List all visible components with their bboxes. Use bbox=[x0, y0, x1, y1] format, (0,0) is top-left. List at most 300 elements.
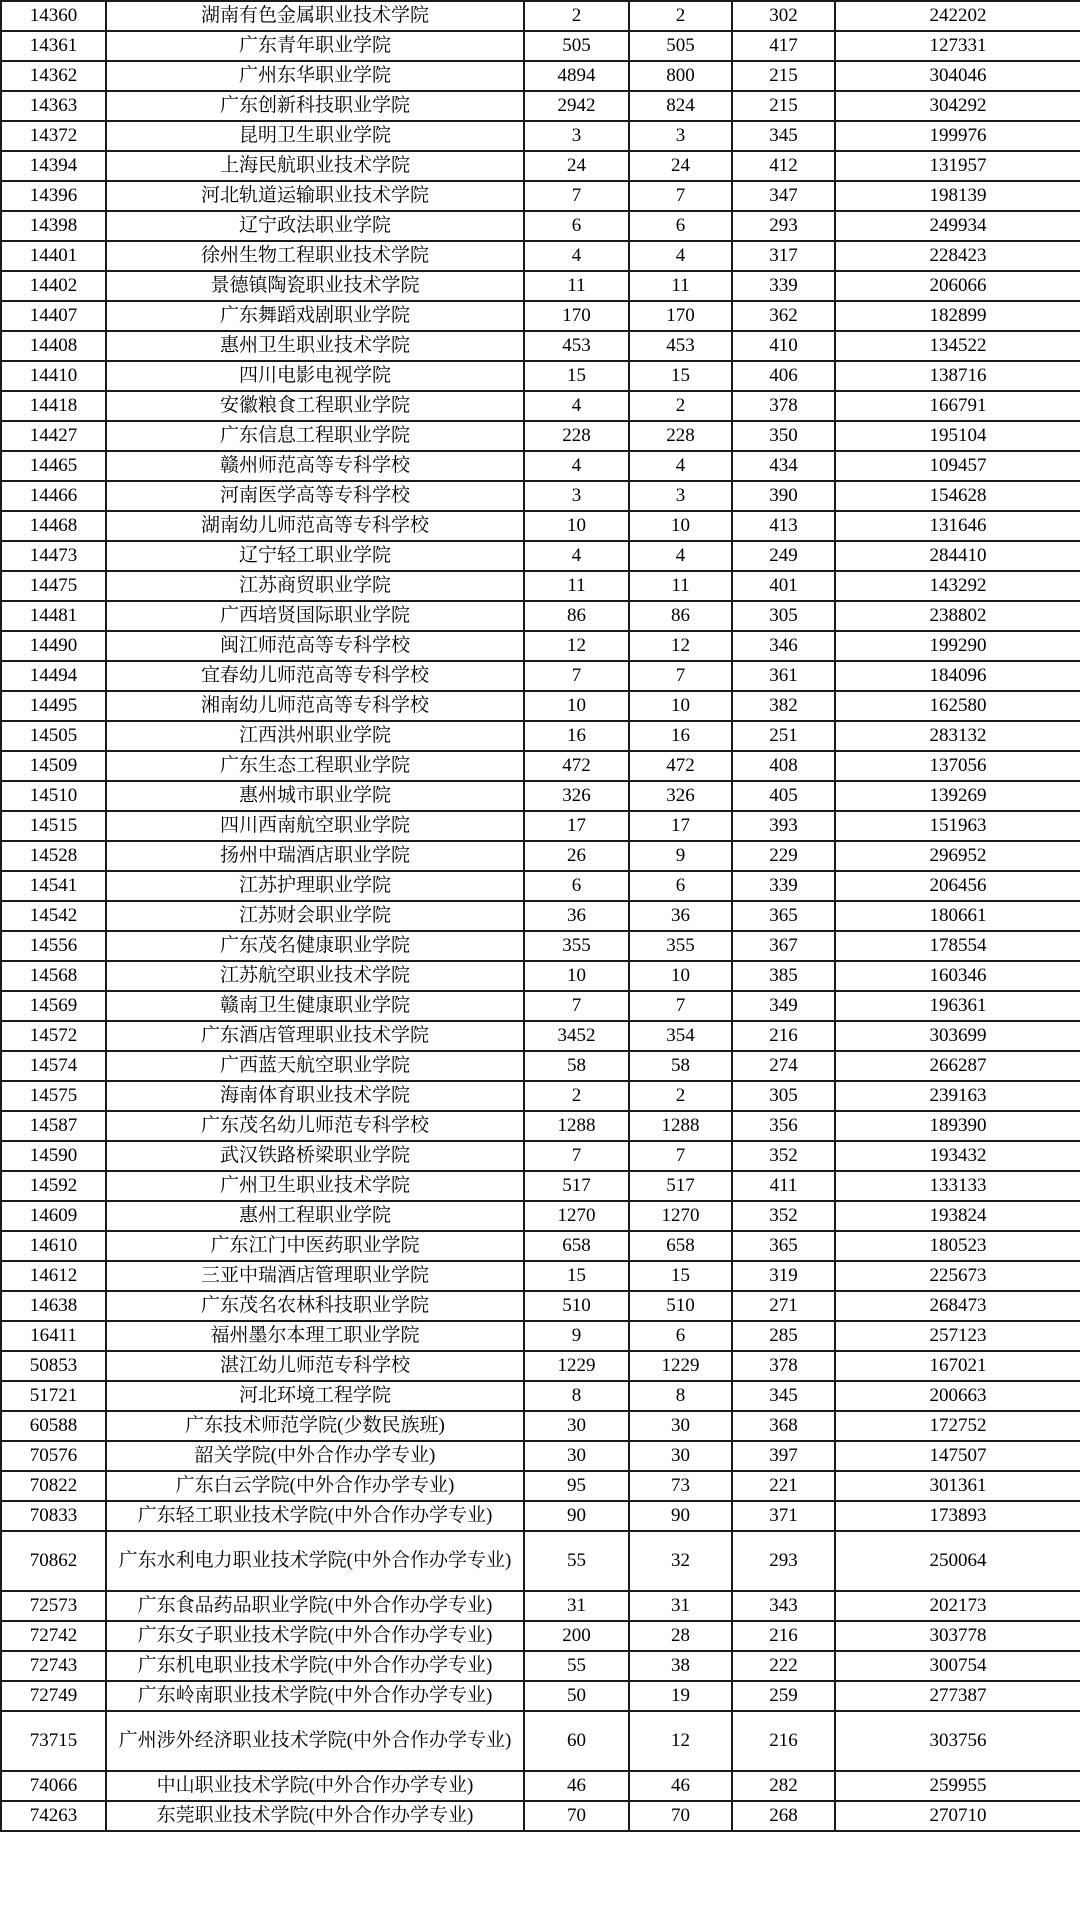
min-rank-cell: 189390 bbox=[835, 1111, 1080, 1141]
plan-count-cell: 2942 bbox=[524, 91, 629, 121]
institution-code-cell: 14468 bbox=[1, 511, 106, 541]
min-rank-cell: 300754 bbox=[835, 1651, 1080, 1681]
enrolled-count-cell: 86 bbox=[629, 601, 732, 631]
table-row bbox=[1, 1, 1080, 31]
plan-count-cell: 6 bbox=[524, 211, 629, 241]
enrolled-count-cell: 505 bbox=[629, 31, 732, 61]
min-score-cell: 378 bbox=[732, 391, 835, 421]
plan-count-cell: 31 bbox=[524, 1591, 629, 1621]
table-row bbox=[1, 631, 1080, 661]
institution-code-cell: 14363 bbox=[1, 91, 106, 121]
enrolled-count-cell: 8 bbox=[629, 1381, 732, 1411]
plan-count-cell: 3 bbox=[524, 481, 629, 511]
institution-name-cell: 湖南有色金属职业技术学院 bbox=[106, 1, 524, 31]
table-row bbox=[1, 1111, 1080, 1141]
table-row bbox=[1, 1651, 1080, 1681]
institution-code-cell: 72573 bbox=[1, 1591, 106, 1621]
table-row bbox=[1, 181, 1080, 211]
enrolled-count-cell: 17 bbox=[629, 811, 732, 841]
enrolled-count-cell: 7 bbox=[629, 181, 732, 211]
institution-name-cell: 湛江幼儿师范专科学校 bbox=[106, 1351, 524, 1381]
min-rank-cell: 143292 bbox=[835, 571, 1080, 601]
min-score-cell: 350 bbox=[732, 421, 835, 451]
enrolled-count-cell: 30 bbox=[629, 1411, 732, 1441]
min-score-cell: 368 bbox=[732, 1411, 835, 1441]
institution-code-cell: 14592 bbox=[1, 1171, 106, 1201]
min-rank-cell: 242202 bbox=[835, 1, 1080, 31]
enrolled-count-cell: 4 bbox=[629, 241, 732, 271]
institution-code-cell: 14609 bbox=[1, 1201, 106, 1231]
table-row bbox=[1, 481, 1080, 511]
enrolled-count-cell: 170 bbox=[629, 301, 732, 331]
institution-name-cell: 广东江门中医药职业学院 bbox=[106, 1231, 524, 1261]
min-rank-cell: 109457 bbox=[835, 451, 1080, 481]
enrolled-count-cell: 510 bbox=[629, 1291, 732, 1321]
table-row bbox=[1, 781, 1080, 811]
plan-count-cell: 517 bbox=[524, 1171, 629, 1201]
institution-code-cell: 14505 bbox=[1, 721, 106, 751]
min-score-cell: 317 bbox=[732, 241, 835, 271]
table-row bbox=[1, 421, 1080, 451]
institution-name-cell: 广东技术师范学院(少数民族班) bbox=[106, 1411, 524, 1441]
min-rank-cell: 193824 bbox=[835, 1201, 1080, 1231]
institution-name-cell: 赣南卫生健康职业学院 bbox=[106, 991, 524, 1021]
min-score-cell: 216 bbox=[732, 1621, 835, 1651]
plan-count-cell: 228 bbox=[524, 421, 629, 451]
plan-count-cell: 1288 bbox=[524, 1111, 629, 1141]
min-score-cell: 406 bbox=[732, 361, 835, 391]
institution-code-cell: 14495 bbox=[1, 691, 106, 721]
table-body bbox=[1, 1, 1080, 1831]
min-rank-cell: 180523 bbox=[835, 1231, 1080, 1261]
enrolled-count-cell: 16 bbox=[629, 721, 732, 751]
min-score-cell: 378 bbox=[732, 1351, 835, 1381]
institution-code-cell: 14494 bbox=[1, 661, 106, 691]
institution-code-cell: 14568 bbox=[1, 961, 106, 991]
min-rank-cell: 195104 bbox=[835, 421, 1080, 451]
plan-count-cell: 4 bbox=[524, 391, 629, 421]
institution-name-cell: 三亚中瑞酒店管理职业学院 bbox=[106, 1261, 524, 1291]
institution-code-cell: 72742 bbox=[1, 1621, 106, 1651]
institution-code-cell: 14556 bbox=[1, 931, 106, 961]
enrolled-count-cell: 24 bbox=[629, 151, 732, 181]
min-score-cell: 222 bbox=[732, 1651, 835, 1681]
enrolled-count-cell: 12 bbox=[629, 631, 732, 661]
enrolled-count-cell: 10 bbox=[629, 961, 732, 991]
table-row bbox=[1, 931, 1080, 961]
min-rank-cell: 303699 bbox=[835, 1021, 1080, 1051]
institution-code-cell: 14372 bbox=[1, 121, 106, 151]
min-score-cell: 356 bbox=[732, 1111, 835, 1141]
plan-count-cell: 86 bbox=[524, 601, 629, 631]
table-row bbox=[1, 1261, 1080, 1291]
min-score-cell: 293 bbox=[732, 211, 835, 241]
min-rank-cell: 147507 bbox=[835, 1441, 1080, 1471]
institution-name-cell: 广东创新科技职业学院 bbox=[106, 91, 524, 121]
table-row bbox=[1, 601, 1080, 631]
table-row bbox=[1, 1351, 1080, 1381]
enrolled-count-cell: 472 bbox=[629, 751, 732, 781]
institution-name-cell: 广东舞蹈戏剧职业学院 bbox=[106, 301, 524, 331]
institution-code-cell: 14394 bbox=[1, 151, 106, 181]
institution-code-cell: 14574 bbox=[1, 1051, 106, 1081]
min-score-cell: 412 bbox=[732, 151, 835, 181]
enrolled-count-cell: 9 bbox=[629, 841, 732, 871]
institution-code-cell: 14475 bbox=[1, 571, 106, 601]
plan-count-cell: 46 bbox=[524, 1771, 629, 1801]
min-score-cell: 352 bbox=[732, 1201, 835, 1231]
plan-count-cell: 505 bbox=[524, 31, 629, 61]
enrolled-count-cell: 355 bbox=[629, 931, 732, 961]
plan-count-cell: 2 bbox=[524, 1, 629, 31]
table-row bbox=[1, 1231, 1080, 1261]
min-score-cell: 346 bbox=[732, 631, 835, 661]
table-row bbox=[1, 1711, 1080, 1771]
min-rank-cell: 301361 bbox=[835, 1471, 1080, 1501]
institution-code-cell: 14362 bbox=[1, 61, 106, 91]
institution-name-cell: 广东食品药品职业学院(中外合作办学专业) bbox=[106, 1591, 524, 1621]
plan-count-cell: 26 bbox=[524, 841, 629, 871]
plan-count-cell: 4 bbox=[524, 541, 629, 571]
min-score-cell: 410 bbox=[732, 331, 835, 361]
institution-name-cell: 广东生态工程职业学院 bbox=[106, 751, 524, 781]
min-rank-cell: 162580 bbox=[835, 691, 1080, 721]
min-score-cell: 215 bbox=[732, 91, 835, 121]
enrolled-count-cell: 4 bbox=[629, 451, 732, 481]
institution-name-cell: 河北环境工程学院 bbox=[106, 1381, 524, 1411]
enrolled-count-cell: 38 bbox=[629, 1651, 732, 1681]
min-rank-cell: 268473 bbox=[835, 1291, 1080, 1321]
enrolled-count-cell: 7 bbox=[629, 661, 732, 691]
plan-count-cell: 36 bbox=[524, 901, 629, 931]
table-row bbox=[1, 1441, 1080, 1471]
enrolled-count-cell: 1288 bbox=[629, 1111, 732, 1141]
institution-name-cell: 江苏航空职业技术学院 bbox=[106, 961, 524, 991]
min-rank-cell: 138716 bbox=[835, 361, 1080, 391]
min-rank-cell: 180661 bbox=[835, 901, 1080, 931]
table-row bbox=[1, 1591, 1080, 1621]
institution-code-cell: 14360 bbox=[1, 1, 106, 31]
institution-code-cell: 51721 bbox=[1, 1381, 106, 1411]
enrolled-count-cell: 354 bbox=[629, 1021, 732, 1051]
min-score-cell: 434 bbox=[732, 451, 835, 481]
plan-count-cell: 9 bbox=[524, 1321, 629, 1351]
institution-name-cell: 广东机电职业技术学院(中外合作办学专业) bbox=[106, 1651, 524, 1681]
enrolled-count-cell: 1229 bbox=[629, 1351, 732, 1381]
min-score-cell: 405 bbox=[732, 781, 835, 811]
min-score-cell: 274 bbox=[732, 1051, 835, 1081]
table-row bbox=[1, 211, 1080, 241]
min-rank-cell: 178554 bbox=[835, 931, 1080, 961]
enrolled-count-cell: 46 bbox=[629, 1771, 732, 1801]
min-score-cell: 385 bbox=[732, 961, 835, 991]
institution-code-cell: 14410 bbox=[1, 361, 106, 391]
min-rank-cell: 259955 bbox=[835, 1771, 1080, 1801]
min-score-cell: 251 bbox=[732, 721, 835, 751]
min-score-cell: 417 bbox=[732, 31, 835, 61]
min-rank-cell: 249934 bbox=[835, 211, 1080, 241]
min-score-cell: 382 bbox=[732, 691, 835, 721]
institution-code-cell: 72749 bbox=[1, 1681, 106, 1711]
institution-code-cell: 14481 bbox=[1, 601, 106, 631]
enrolled-count-cell: 15 bbox=[629, 1261, 732, 1291]
plan-count-cell: 7 bbox=[524, 661, 629, 691]
table-row bbox=[1, 1321, 1080, 1351]
institution-name-cell: 湖南幼儿师范高等专科学校 bbox=[106, 511, 524, 541]
institution-name-cell: 广东茂名农林科技职业学院 bbox=[106, 1291, 524, 1321]
table-row bbox=[1, 1471, 1080, 1501]
plan-count-cell: 58 bbox=[524, 1051, 629, 1081]
table-row bbox=[1, 271, 1080, 301]
plan-count-cell: 50 bbox=[524, 1681, 629, 1711]
institution-code-cell: 14466 bbox=[1, 481, 106, 511]
enrolled-count-cell: 517 bbox=[629, 1171, 732, 1201]
min-score-cell: 268 bbox=[732, 1801, 835, 1831]
institution-name-cell: 武汉铁路桥梁职业学院 bbox=[106, 1141, 524, 1171]
institution-name-cell: 广东轻工职业技术学院(中外合作办学专业) bbox=[106, 1501, 524, 1531]
table-row bbox=[1, 61, 1080, 91]
plan-count-cell: 70 bbox=[524, 1801, 629, 1831]
min-rank-cell: 206456 bbox=[835, 871, 1080, 901]
plan-count-cell: 15 bbox=[524, 361, 629, 391]
plan-count-cell: 95 bbox=[524, 1471, 629, 1501]
institution-code-cell: 16411 bbox=[1, 1321, 106, 1351]
plan-count-cell: 510 bbox=[524, 1291, 629, 1321]
institution-code-cell: 70576 bbox=[1, 1441, 106, 1471]
institution-code-cell: 14418 bbox=[1, 391, 106, 421]
min-rank-cell: 304292 bbox=[835, 91, 1080, 121]
institution-code-cell: 14401 bbox=[1, 241, 106, 271]
enrolled-count-cell: 453 bbox=[629, 331, 732, 361]
plan-count-cell: 658 bbox=[524, 1231, 629, 1261]
institution-name-cell: 上海民航职业技术学院 bbox=[106, 151, 524, 181]
min-rank-cell: 167021 bbox=[835, 1351, 1080, 1381]
min-score-cell: 397 bbox=[732, 1441, 835, 1471]
institution-name-cell: 广东茂名健康职业学院 bbox=[106, 931, 524, 961]
min-score-cell: 390 bbox=[732, 481, 835, 511]
plan-count-cell: 6 bbox=[524, 871, 629, 901]
institution-name-cell: 广西培贤国际职业学院 bbox=[106, 601, 524, 631]
min-score-cell: 365 bbox=[732, 1231, 835, 1261]
table-row bbox=[1, 1171, 1080, 1201]
table-row bbox=[1, 961, 1080, 991]
plan-count-cell: 17 bbox=[524, 811, 629, 841]
enrolled-count-cell: 7 bbox=[629, 991, 732, 1021]
plan-count-cell: 170 bbox=[524, 301, 629, 331]
enrolled-count-cell: 1270 bbox=[629, 1201, 732, 1231]
plan-count-cell: 2 bbox=[524, 1081, 629, 1111]
min-score-cell: 361 bbox=[732, 661, 835, 691]
min-rank-cell: 198139 bbox=[835, 181, 1080, 211]
table-row bbox=[1, 511, 1080, 541]
enrolled-count-cell: 32 bbox=[629, 1531, 732, 1591]
institution-code-cell: 14510 bbox=[1, 781, 106, 811]
min-score-cell: 339 bbox=[732, 271, 835, 301]
table-row bbox=[1, 91, 1080, 121]
min-rank-cell: 277387 bbox=[835, 1681, 1080, 1711]
table-row bbox=[1, 1771, 1080, 1801]
institution-code-cell: 74066 bbox=[1, 1771, 106, 1801]
min-rank-cell: 228423 bbox=[835, 241, 1080, 271]
plan-count-cell: 7 bbox=[524, 1141, 629, 1171]
plan-count-cell: 16 bbox=[524, 721, 629, 751]
min-score-cell: 365 bbox=[732, 901, 835, 931]
institution-name-cell: 四川电影电视学院 bbox=[106, 361, 524, 391]
plan-count-cell: 11 bbox=[524, 571, 629, 601]
institution-code-cell: 14361 bbox=[1, 31, 106, 61]
plan-count-cell: 55 bbox=[524, 1531, 629, 1591]
institution-name-cell: 安徽粮食工程职业学院 bbox=[106, 391, 524, 421]
institution-name-cell: 广州东华职业学院 bbox=[106, 61, 524, 91]
institution-name-cell: 广东岭南职业技术学院(中外合作办学专业) bbox=[106, 1681, 524, 1711]
table-row bbox=[1, 1411, 1080, 1441]
table-row bbox=[1, 1051, 1080, 1081]
institution-code-cell: 14465 bbox=[1, 451, 106, 481]
plan-count-cell: 4 bbox=[524, 241, 629, 271]
plan-count-cell: 7 bbox=[524, 991, 629, 1021]
min-score-cell: 229 bbox=[732, 841, 835, 871]
institution-name-cell: 广东茂名幼儿师范专科学校 bbox=[106, 1111, 524, 1141]
min-rank-cell: 250064 bbox=[835, 1531, 1080, 1591]
min-score-cell: 349 bbox=[732, 991, 835, 1021]
institution-name-cell: 闽江师范高等专科学校 bbox=[106, 631, 524, 661]
institution-name-cell: 四川西南航空职业学院 bbox=[106, 811, 524, 841]
min-rank-cell: 225673 bbox=[835, 1261, 1080, 1291]
min-rank-cell: 238802 bbox=[835, 601, 1080, 631]
table-row bbox=[1, 691, 1080, 721]
table-row bbox=[1, 1141, 1080, 1171]
min-rank-cell: 173893 bbox=[835, 1501, 1080, 1531]
plan-count-cell: 12 bbox=[524, 631, 629, 661]
min-score-cell: 408 bbox=[732, 751, 835, 781]
table-row bbox=[1, 1291, 1080, 1321]
plan-count-cell: 1229 bbox=[524, 1351, 629, 1381]
min-score-cell: 305 bbox=[732, 1081, 835, 1111]
institution-name-cell: 惠州城市职业学院 bbox=[106, 781, 524, 811]
table-row bbox=[1, 1381, 1080, 1411]
institution-code-cell: 14490 bbox=[1, 631, 106, 661]
institution-code-cell: 14398 bbox=[1, 211, 106, 241]
enrolled-count-cell: 12 bbox=[629, 1711, 732, 1771]
min-score-cell: 345 bbox=[732, 121, 835, 151]
table-row bbox=[1, 1021, 1080, 1051]
plan-count-cell: 453 bbox=[524, 331, 629, 361]
enrolled-count-cell: 6 bbox=[629, 211, 732, 241]
min-score-cell: 367 bbox=[732, 931, 835, 961]
institution-name-cell: 东莞职业技术学院(中外合作办学专业) bbox=[106, 1801, 524, 1831]
institution-code-cell: 14528 bbox=[1, 841, 106, 871]
min-score-cell: 285 bbox=[732, 1321, 835, 1351]
institution-code-cell: 14569 bbox=[1, 991, 106, 1021]
plan-count-cell: 55 bbox=[524, 1651, 629, 1681]
enrolled-count-cell: 10 bbox=[629, 511, 732, 541]
min-rank-cell: 270710 bbox=[835, 1801, 1080, 1831]
table-row bbox=[1, 991, 1080, 1021]
institution-name-cell: 广州卫生职业技术学院 bbox=[106, 1171, 524, 1201]
institution-code-cell: 72743 bbox=[1, 1651, 106, 1681]
enrolled-count-cell: 800 bbox=[629, 61, 732, 91]
institution-code-cell: 70822 bbox=[1, 1471, 106, 1501]
institution-name-cell: 惠州工程职业学院 bbox=[106, 1201, 524, 1231]
institution-name-cell: 徐州生物工程职业技术学院 bbox=[106, 241, 524, 271]
institution-name-cell: 赣州师范高等专科学校 bbox=[106, 451, 524, 481]
institution-code-cell: 70862 bbox=[1, 1531, 106, 1591]
table-row bbox=[1, 1501, 1080, 1531]
min-score-cell: 401 bbox=[732, 571, 835, 601]
min-rank-cell: 127331 bbox=[835, 31, 1080, 61]
enrolled-count-cell: 658 bbox=[629, 1231, 732, 1261]
table-row bbox=[1, 1681, 1080, 1711]
institution-name-cell: 辽宁轻工职业学院 bbox=[106, 541, 524, 571]
table-row bbox=[1, 1621, 1080, 1651]
table-row bbox=[1, 301, 1080, 331]
institution-code-cell: 70833 bbox=[1, 1501, 106, 1531]
enrolled-count-cell: 228 bbox=[629, 421, 732, 451]
institution-name-cell: 河南医学高等专科学校 bbox=[106, 481, 524, 511]
min-score-cell: 393 bbox=[732, 811, 835, 841]
min-score-cell: 343 bbox=[732, 1591, 835, 1621]
table-row bbox=[1, 1801, 1080, 1831]
min-rank-cell: 193432 bbox=[835, 1141, 1080, 1171]
min-rank-cell: 199290 bbox=[835, 631, 1080, 661]
min-score-cell: 371 bbox=[732, 1501, 835, 1531]
min-rank-cell: 160346 bbox=[835, 961, 1080, 991]
institution-name-cell: 河北轨道运输职业技术学院 bbox=[106, 181, 524, 211]
plan-count-cell: 24 bbox=[524, 151, 629, 181]
institution-name-cell: 惠州卫生职业技术学院 bbox=[106, 331, 524, 361]
institution-name-cell: 中山职业技术学院(中外合作办学专业) bbox=[106, 1771, 524, 1801]
institution-name-cell: 江西洪州职业学院 bbox=[106, 721, 524, 751]
plan-count-cell: 10 bbox=[524, 961, 629, 991]
min-score-cell: 302 bbox=[732, 1, 835, 31]
table-row bbox=[1, 1531, 1080, 1591]
table-row bbox=[1, 841, 1080, 871]
enrolled-count-cell: 6 bbox=[629, 1321, 732, 1351]
enrolled-count-cell: 70 bbox=[629, 1801, 732, 1831]
min-score-cell: 249 bbox=[732, 541, 835, 571]
min-rank-cell: 196361 bbox=[835, 991, 1080, 1021]
table-row bbox=[1, 391, 1080, 421]
enrolled-count-cell: 15 bbox=[629, 361, 732, 391]
plan-count-cell: 7 bbox=[524, 181, 629, 211]
table-row bbox=[1, 811, 1080, 841]
plan-count-cell: 355 bbox=[524, 931, 629, 961]
institution-name-cell: 江苏财会职业学院 bbox=[106, 901, 524, 931]
institution-name-cell: 宜春幼儿师范高等专科学校 bbox=[106, 661, 524, 691]
plan-count-cell: 8 bbox=[524, 1381, 629, 1411]
table-row bbox=[1, 451, 1080, 481]
plan-count-cell: 30 bbox=[524, 1441, 629, 1471]
institution-name-cell: 广西蓝天航空职业学院 bbox=[106, 1051, 524, 1081]
institution-name-cell: 福州墨尔本理工职业学院 bbox=[106, 1321, 524, 1351]
institution-code-cell: 14509 bbox=[1, 751, 106, 781]
min-rank-cell: 151963 bbox=[835, 811, 1080, 841]
institution-name-cell: 广东女子职业技术学院(中外合作办学专业) bbox=[106, 1621, 524, 1651]
enrolled-count-cell: 31 bbox=[629, 1591, 732, 1621]
institution-name-cell: 辽宁政法职业学院 bbox=[106, 211, 524, 241]
min-score-cell: 319 bbox=[732, 1261, 835, 1291]
enrolled-count-cell: 3 bbox=[629, 121, 732, 151]
institution-code-cell: 14407 bbox=[1, 301, 106, 331]
institution-code-cell: 14638 bbox=[1, 1291, 106, 1321]
min-score-cell: 347 bbox=[732, 181, 835, 211]
min-rank-cell: 283132 bbox=[835, 721, 1080, 751]
min-score-cell: 411 bbox=[732, 1171, 835, 1201]
min-rank-cell: 137056 bbox=[835, 751, 1080, 781]
institution-name-cell: 景德镇陶瓷职业技术学院 bbox=[106, 271, 524, 301]
plan-count-cell: 10 bbox=[524, 511, 629, 541]
institution-code-cell: 14572 bbox=[1, 1021, 106, 1051]
